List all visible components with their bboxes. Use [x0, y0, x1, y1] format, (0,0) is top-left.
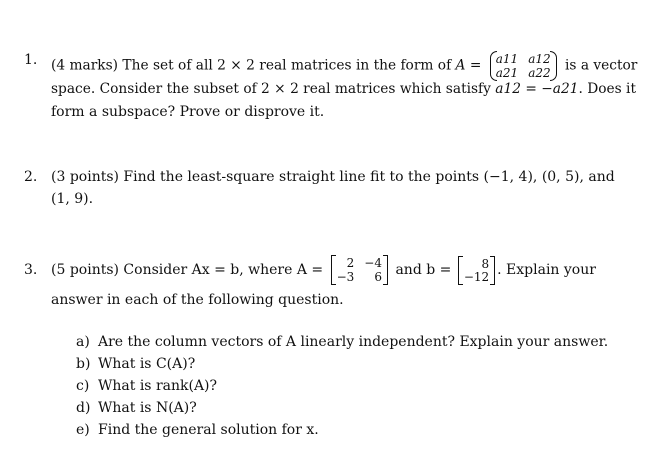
subquestion-text: Are the column vectors of A linearly independent? Explain your answer.	[98, 334, 609, 350]
question-2-line-1: (3 points) Find the least-square straight line fit to the points (−1, 4), (0, 5), and	[51, 169, 615, 185]
question-1-equation: A =	[455, 57, 482, 74]
subquestion-text: What is C(A)?	[98, 356, 196, 372]
vector-entry: 8	[481, 256, 490, 271]
question-1-line-2	[51, 83, 636, 97]
subquestion-text: What is rank(A)?	[98, 378, 218, 394]
question-2-line-2: (1, 9).	[51, 191, 94, 207]
matrix-entry: a11	[495, 52, 519, 66]
subquestion-text: Find the general solution for x.	[98, 422, 319, 438]
question-1-text: (4 marks) The set of all 2 × 2 real matrices in the form of	[51, 57, 456, 74]
vector-b	[458, 258, 495, 283]
question-3-text: (5 points) Consider Ax = b, where A =	[51, 262, 324, 278]
subquestion-a	[76, 335, 608, 349]
question-1-text: . Does it	[578, 81, 636, 97]
right-bracket	[490, 256, 495, 285]
question-3-line-2: answer in each of the following question.	[51, 292, 344, 308]
question-3-text-end: . Explain your	[497, 262, 596, 278]
matrix-entry: −4	[364, 256, 382, 270]
subquestion-d	[76, 401, 197, 415]
question-1-line-3: form a subspace? Prove or disprove it.	[51, 104, 325, 120]
matrix-entries	[490, 53, 557, 79]
question-3-text: and b =	[395, 262, 452, 278]
subquestion-e	[76, 423, 319, 437]
subquestion-label: c)	[76, 378, 90, 394]
right-bracket	[383, 255, 388, 285]
subquestion-label: e)	[76, 422, 90, 438]
question-1-text-end: is a vector	[565, 57, 638, 74]
question-1-condition: a12 = −a21	[495, 81, 579, 97]
subquestion-label: b)	[76, 356, 91, 372]
question-2-number: 2.	[24, 169, 38, 185]
question-1-number: 1.	[24, 52, 38, 68]
vector-entry: −12	[463, 269, 490, 284]
question-3-line-1	[51, 257, 596, 283]
question-3-number: 3.	[24, 262, 38, 278]
matrix-entry: a21	[495, 66, 519, 80]
right-parenthesis	[550, 51, 557, 81]
subquestion-text: What is N(A)?	[98, 400, 197, 416]
question-1-text: space. Consider the subset of 2 × 2 real matrices which satisfy	[51, 81, 491, 97]
matrix-entry: a22	[528, 66, 551, 80]
left-bracket	[458, 256, 463, 285]
matrix-entries	[331, 257, 388, 283]
subquestion-b	[76, 357, 195, 371]
matrix-entry: 6	[374, 270, 382, 284]
subquestion-label: d)	[76, 400, 91, 416]
matrix-entry: a12	[528, 52, 551, 66]
subquestion-c	[76, 379, 217, 393]
left-bracket	[331, 255, 336, 285]
matrix-entry: −3	[336, 270, 355, 284]
matrix-entry: 2	[346, 256, 355, 270]
left-parenthesis	[490, 51, 497, 81]
matrix-a	[331, 257, 388, 283]
subquestion-label: a)	[76, 334, 90, 350]
matrix-a-general	[490, 53, 557, 79]
question-1-line-1	[51, 53, 637, 79]
